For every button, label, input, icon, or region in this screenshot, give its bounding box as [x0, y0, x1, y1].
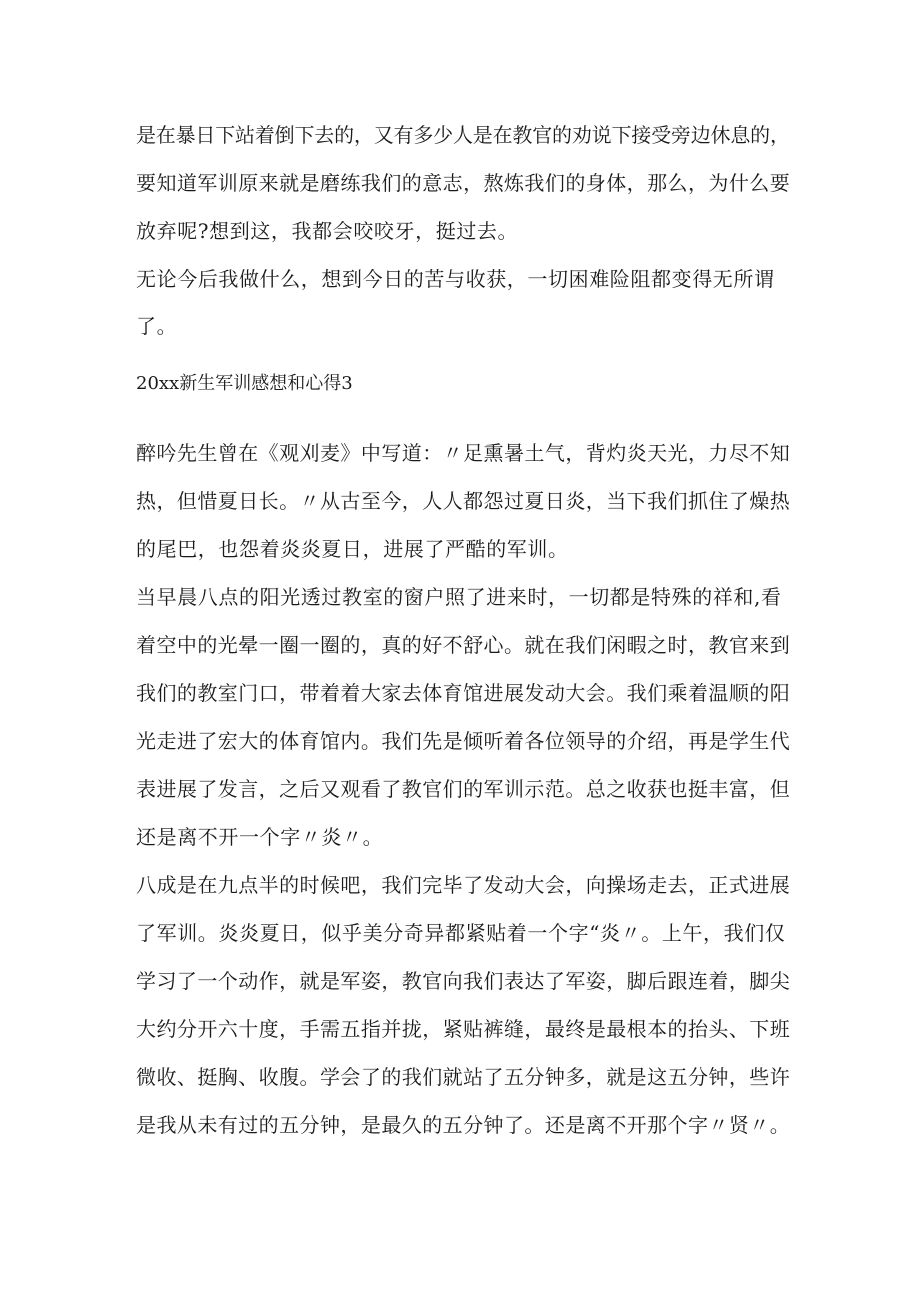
- paragraph-line: 醉吟先生曾在《观刈麦》中写道：〃足熏暑土气，背灼炎天光，力尽不知: [136, 441, 791, 465]
- section-title: 20xx新生军训感想和心得3: [136, 373, 353, 394]
- paragraph-line: 大约分开六十度，手需五指并拢，紧贴裤缝，最终是最根本的抬头、下班: [136, 1017, 791, 1041]
- paragraph-line: 是在暴日下站着倒下去的，又有多少人是在教官的劝说下接受旁边休息的，: [136, 123, 790, 147]
- paragraph-line: 表进展了发言，之后又观看了教官们的军训示范。总之收获也挺丰富，但: [136, 777, 791, 801]
- paragraph-line: 了。: [136, 314, 178, 338]
- paragraph-line: 光走进了宏大的体育馆内。我们先是倾听着各位领导的介绍，再是学生代: [136, 729, 791, 753]
- paragraph-line: 还是离不开一个字〃炎〃。: [136, 825, 384, 849]
- paragraph-line: 八成是在九点半的时候吧，我们完毕了发动大会，向操场走去，正式进展: [136, 873, 791, 897]
- paragraph-line: 要知道军训原来就是磨练我们的意志，熬炼我们的身体，那么，为什么要: [136, 171, 791, 195]
- paragraph-line: 了军训。炎炎夏日，似乎美分奇异都紧贴着一个字“炎〃。上午，我们仅: [136, 921, 786, 945]
- paragraph-line: 是我从未有过的五分钟，是最久的五分钟了。还是离不开那个字〃贤〃。: [136, 1113, 791, 1137]
- paragraph-line: 热，但惜夏日长。〃从古至今，人人都怨过夏日炎，当下我们抓住了燥热: [136, 489, 791, 513]
- paragraph-line: 学习了一个动作，就是军姿，教官向我们表达了军姿，脚后跟连着，脚尖: [136, 969, 791, 993]
- paragraph-line: 着空中的光晕一圈一圈的，真的好不舒心。就在我们闲暇之时，教官来到: [136, 633, 791, 657]
- paragraph-line: 微收、挺胸、收腹。学会了的我们就站了五分钟多，就是这五分钟，些许: [136, 1065, 791, 1089]
- paragraph-line: 无论今后我做什么，想到今日的苦与收获，一切困难险阻都变得无所谓: [136, 267, 775, 291]
- paragraph-line: 放弃呢?想到这，我都会咬咬牙，挺过去。: [136, 219, 519, 243]
- paragraph-line: 当早晨八点的阳光透过教室的窗户照了进来时，一切都是特殊的祥和,看: [136, 585, 782, 609]
- paragraph-line: 我们的教室门口，带着着大家去体育馆进展发动大会。我们乘着温顺的阳: [136, 681, 791, 705]
- paragraph-line: 的尾巴，也怨着炎炎夏日，进展了严酷的军训。: [136, 537, 569, 561]
